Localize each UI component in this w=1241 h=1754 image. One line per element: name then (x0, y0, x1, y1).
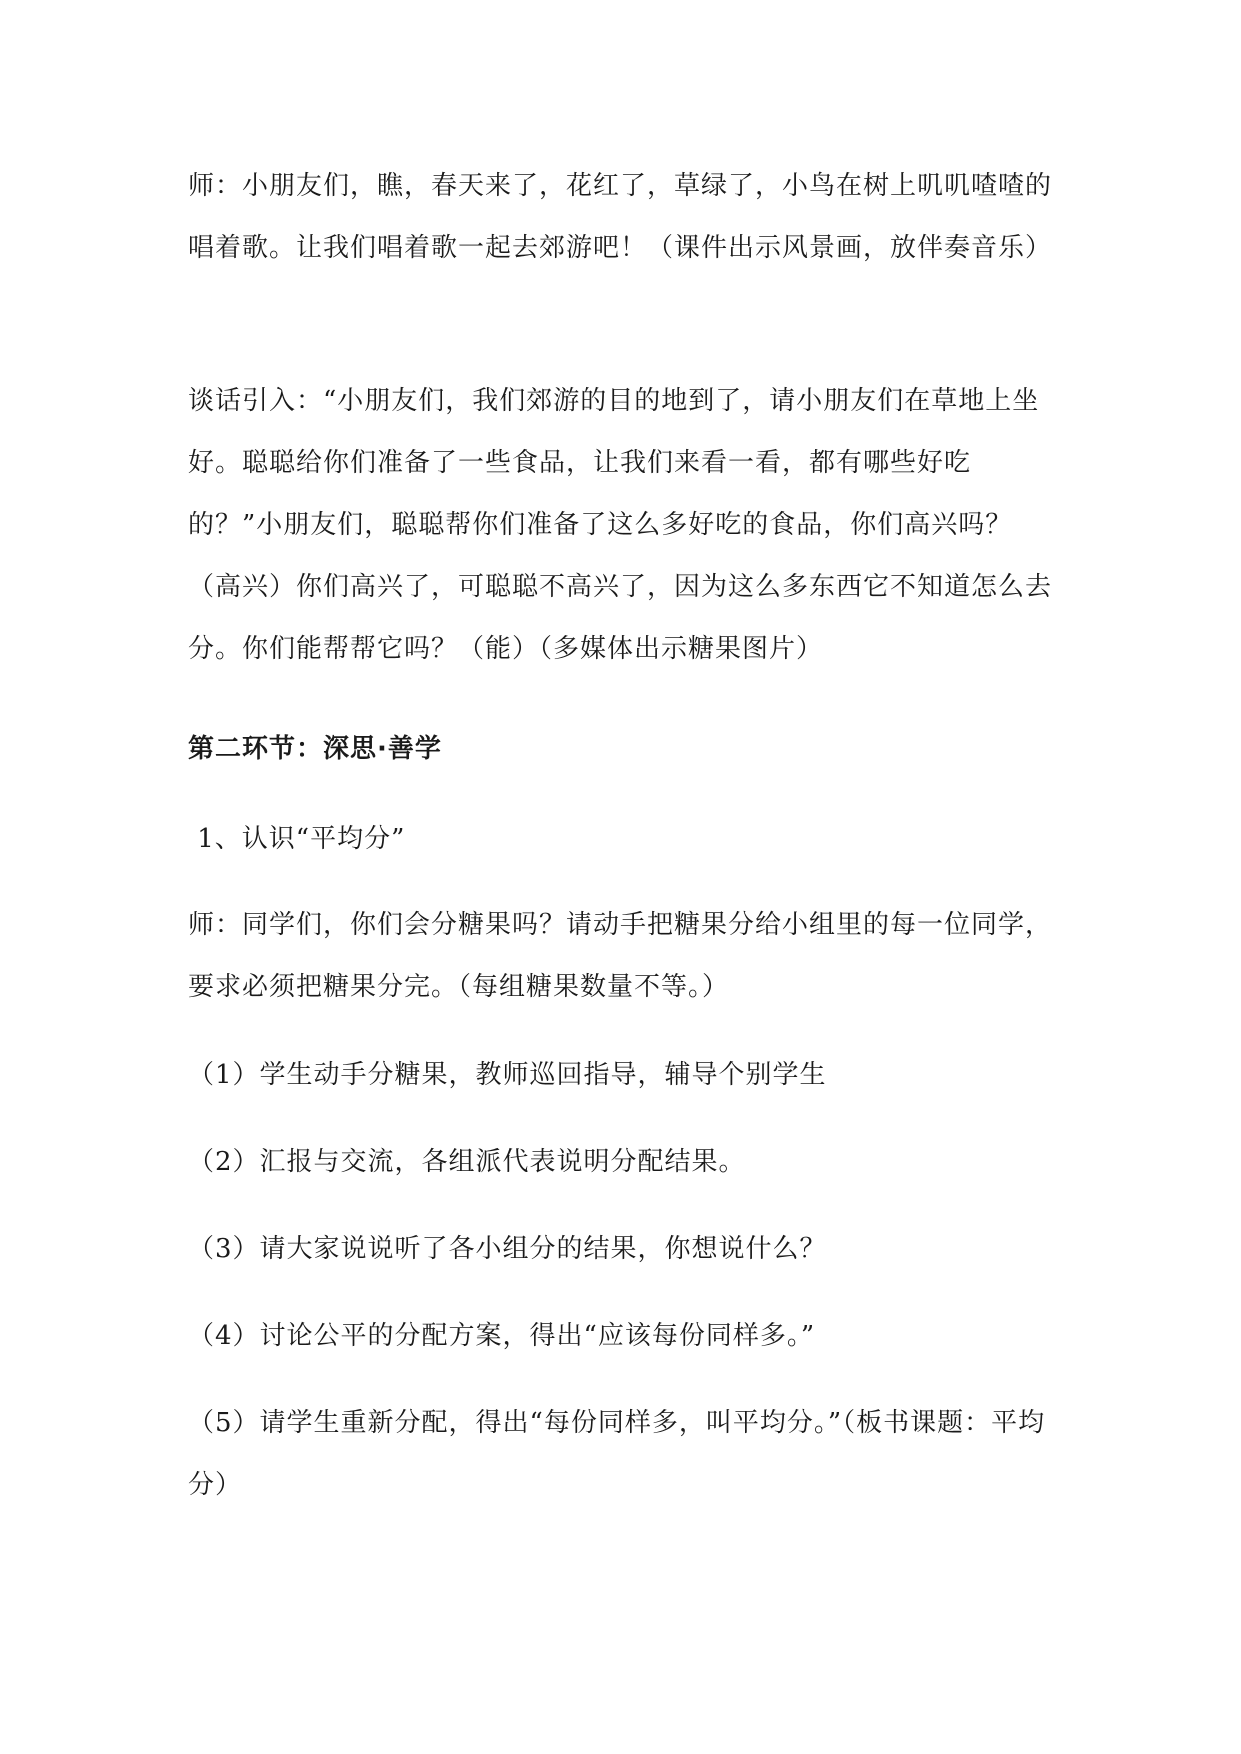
section-heading: 第二环节：深思·善学 (188, 734, 442, 764)
step-item: （3）请大家说说听了各小组分的结果，你想说什么？ (188, 1234, 827, 1264)
conversation-paragraph: 谈话引入：“小朋友们，我们郊游的目的地到了，请小朋友们在草地上坐好。聪聪给你们准备了一些食品，让我们来看一看，都有哪些好吃的？”小朋友们，聪聪帮你们准备了这么多好吃的食品，你们高兴吗？（高兴）你们高兴了，可聪聪不高兴了，因为这么多东西它不知道怎么去分。你们能帮帮它吗？（能）（多媒体出示糖果图片） (188, 386, 1053, 664)
step-item: （2）汇报与交流，各组派代表说明分配结果。 (188, 1147, 746, 1177)
step-item: （1）学生动手分糖果，教师巡回指导，辅导个别学生 (188, 1060, 827, 1090)
intro-paragraph: 师：小朋友们，瞧，春天来了，花红了，草绿了，小鸟在树上叽叽喳喳的唱着歌。让我们唱着歌一起去郊游吧！（课件出示风景画，放伴奏音乐） (188, 171, 1053, 263)
teacher-paragraph: 师：同学们，你们会分糖果吗？请动手把糖果分给小组里的每一位同学，要求必须把糖果分完。（每组糖果数量不等。） (188, 910, 1053, 1002)
step-item: （4）讨论公平的分配方案，得出“应该每份同样多。” (188, 1321, 816, 1351)
step-item: （5）请学生重新分配，得出“每份同样多，叫平均分。”（板书课题：平均分） (188, 1408, 1046, 1500)
subsection-title: 1、认识“平均分” (188, 824, 406, 854)
